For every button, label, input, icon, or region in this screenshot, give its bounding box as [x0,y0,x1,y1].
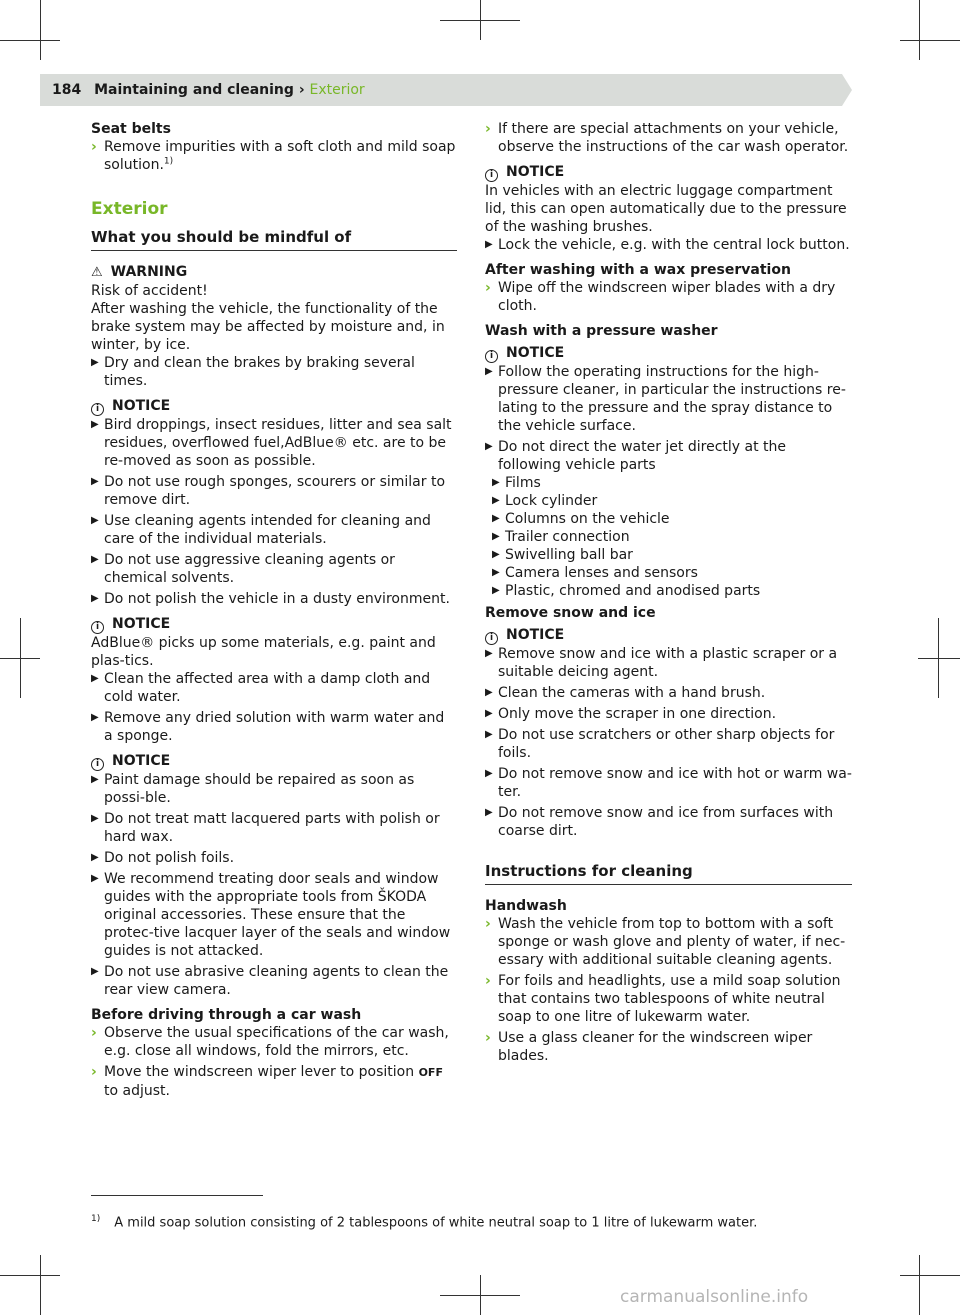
triangle-bullet-icon: ▶ [492,495,500,506]
info-circle-icon: i [91,621,104,634]
footnote-divider [91,1195,263,1196]
list-item: ▶ Do not use rough sponges, scourers or similar to remove dirt. [91,474,446,508]
list-item: › Move the windscreen wiper lever to position OFF to adjust. [91,1064,443,1099]
warning-line: After washing the vehicle, the functionality of the brake system may be affected by moisture and, in winter, by ice. [91,301,445,353]
notice-heading: i NOTICE [91,397,457,416]
triangle-bullet-icon: ▶ [91,873,99,884]
triangle-bullet-icon: ▶ [91,813,99,824]
notice-heading: i NOTICE [91,615,457,634]
warning-line: Risk of accident! [91,283,208,299]
warning-heading: ⚠ WARNING [91,264,188,280]
list-item: ▶ We recommend treating door seals and window guides with the appropriate tools from ŠKODA original accessories. These ensure that the protec-tive lacquer layer of the seals and window guides is not attacked. [91,871,451,959]
info-circle-icon: i [485,350,498,363]
footnote-text: A mild soap solution consisting of 2 tablespoons of white neutral soap to 1 litre of lukewarm water. [114,1215,758,1231]
footnote [91,1210,851,1232]
triangle-bullet-icon: ▶ [91,357,99,368]
footnote-ref[interactable]: 1) [163,156,174,167]
notice-text: In vehicles with an electric luggage compartment lid, this can open automatically due to the pressure of the washing brushes. [485,183,847,235]
triangle-bullet-icon: ▶ [91,593,99,604]
triangle-bullet-icon: ▶ [485,441,493,452]
off-position-label: OFF [418,1066,443,1079]
triangle-bullet-icon: ▶ [485,687,493,698]
sub-list-item: ▶ Lock cylinder [492,493,598,509]
chevron-right-icon: › [91,1064,97,1080]
chevron-right-icon: › [485,916,491,932]
chevron-right-icon: › [485,973,491,989]
list-item: ▶ Lock the vehicle, e.g. with the central lock button. [485,237,850,253]
list-item: ▶ Clean the affected area with a damp cloth and cold water. [91,671,431,705]
notice-heading: i NOTICE [485,163,852,182]
list-item: ▶ Follow the operating instructions for the high-pressure cleaner, in particular the instructions re-lating to the pressure and the spray distance to the vehicle surface. [485,364,846,434]
list-item: ▶ Only move the scraper in one direction. [485,706,777,722]
list-item [91,138,457,174]
triangle-bullet-icon: ▶ [492,477,500,488]
triangle-bullet-icon: ▶ [91,515,99,526]
list-item: ▶ Do not use scratchers or other sharp objects for foils. [485,727,835,761]
breadcrumb-subsection[interactable]: Exterior [309,82,365,98]
chevron-right-icon: › [485,1030,491,1046]
triangle-bullet-icon: ▶ [492,567,500,578]
crop-mark [0,658,40,659]
subsection-heading: What you should be mindful of [91,228,457,251]
list-item: ▶ Remove any dried solution with warm water and a sponge. [91,710,445,744]
sub-list-item: ▶ Films [492,475,541,491]
crop-mark [919,1255,920,1315]
breadcrumb-separator: › [298,82,305,98]
wax-title: After washing with a wax preservation [485,262,791,278]
subsection-heading: Instructions for cleaning [485,862,852,885]
notice-heading: i NOTICE [485,344,852,363]
triangle-bullet-icon: ▶ [91,712,99,723]
crop-mark [900,1275,960,1276]
snow-title: Remove snow and ice [485,605,656,621]
section-heading-exterior: Exterior [91,199,168,219]
left-column [91,120,457,1103]
car-wash-title: Before driving through a car wash [91,1007,362,1023]
crop-mark [0,1275,60,1276]
seat-belts-text: Remove impurities with a soft cloth and mild soap solution. [104,139,456,173]
info-circle-icon: i [91,403,104,416]
list-item: › Use a glass cleaner for the windscreen wiper blades. [485,1030,813,1064]
chevron-right-icon: › [91,1025,97,1041]
crop-mark [919,0,920,60]
watermark: carmanualsonline.info [620,1287,809,1307]
list-item: ▶ Bird droppings, insect residues, litter and sea salt residues, overflowed fuel,AdBlue® etc. are to be re-moved as soon as possible. [91,417,452,469]
list-item: › If there are special attachments on your vehicle, observe the instructions of the car wash operator. [485,121,849,155]
sub-list-item: ▶ Camera lenses and sensors [492,565,698,581]
list-item: ▶ Do not polish the vehicle in a dusty environment. [91,591,450,607]
info-circle-icon: i [485,632,498,645]
list-item: ▶ Dry and clean the brakes by braking several times. [91,355,415,389]
triangle-bullet-icon: ▶ [492,531,500,542]
info-circle-icon: i [91,758,104,771]
crop-mark [440,20,520,21]
triangle-bullet-icon: ▶ [485,807,493,818]
chevron-right-icon: › [485,280,491,296]
list-item: ▶ Paint damage should be repaired as soon as possi-ble. [91,772,415,806]
list-item: › For foils and headlights, use a mild soap solution that contains two tablespoons of white neutral soap to one litre of lukewarm water. [485,973,841,1025]
list-item: ▶ Do not polish foils. [91,850,235,866]
sub-list-item: ▶ Columns on the vehicle [492,511,670,527]
notice-heading: i NOTICE [485,626,852,645]
crop-mark [0,40,60,41]
list-item: ▶ Use cleaning agents intended for cleaning and care of the individual materials. [91,513,431,547]
list-item: ▶ Do not treat matt lacquered parts with polish or hard wax. [91,811,440,845]
notice-heading: i NOTICE [91,752,457,771]
triangle-bullet-icon: ▶ [91,673,99,684]
triangle-bullet-icon: ▶ [485,239,493,250]
list-item: ▶ Do not use aggressive cleaning agents or chemical solvents. [91,552,395,586]
handwash-title: Handwash [485,898,567,914]
seat-belts-title: Seat belts [91,121,171,137]
triangle-bullet-icon: ▶ [91,966,99,977]
triangle-bullet-icon: ▶ [91,774,99,785]
triangle-bullet-icon: ▶ [492,549,500,560]
triangle-bullet-icon: ▶ [492,513,500,524]
sub-list-item: ▶ Plastic, chromed and anodised parts [492,583,761,599]
triangle-bullet-icon: ▶ [485,366,493,377]
breadcrumb-section[interactable]: Maintaining and cleaning [94,82,294,98]
triangle-bullet-icon: ▶ [485,729,493,740]
triangle-bullet-icon: ▶ [91,419,99,430]
triangle-bullet-icon: ▶ [91,554,99,565]
sub-list-item: ▶ Trailer connection [492,529,630,545]
right-column [485,120,852,1068]
list-item: ▶ Do not direct the water jet directly at the following vehicle parts [485,439,786,473]
sub-list-item: ▶ Swivelling ball bar [492,547,633,563]
crop-mark [900,40,960,41]
list-item: ▶ Do not remove snow and ice from surfaces with coarse dirt. [485,805,834,839]
list-item: ▶ Clean the cameras with a hand brush. [485,685,766,701]
triangle-bullet-icon: ▶ [91,476,99,487]
info-circle-icon: i [485,169,498,182]
triangle-bullet-icon: ▶ [492,585,500,596]
crop-mark [918,658,960,659]
page-number: 184 [52,82,82,98]
crop-mark [440,1295,520,1296]
list-item: › Observe the usual specifications of the car wash, e.g. close all windows, fold the mirrors, etc. [91,1025,449,1059]
list-item: ▶ Do not use abrasive cleaning agents to clean the rear view camera. [91,964,449,998]
crop-mark [40,0,41,60]
pressure-title: Wash with a pressure washer [485,323,718,339]
chevron-right-icon: › [91,139,97,155]
list-item: › Wash the vehicle from top to bottom with a soft sponge or wash glove and plenty of water, if nec-essary with additional suitable cleaning agents. [485,916,846,968]
notice-text: AdBlue® picks up some materials, e.g. paint and plas-tics. [91,635,436,669]
list-item: ▶ Do not remove snow and ice with hot or warm wa-ter. [485,766,852,800]
chevron-right-icon: › [485,121,491,137]
triangle-bullet-icon: ▶ [91,852,99,863]
list-item: ▶ Remove snow and ice with a plastic scraper or a suitable deicing agent. [485,646,838,680]
breadcrumb [52,81,365,99]
crop-mark [40,1255,41,1315]
triangle-bullet-icon: ▶ [485,768,493,779]
triangle-bullet-icon: ▶ [485,708,493,719]
triangle-bullet-icon: ▶ [485,648,493,659]
footnote-marker: 1) [91,1214,101,1224]
warning-triangle-icon: ⚠ [91,265,103,280]
list-item: › Wipe off the windscreen wiper blades with a dry cloth. [485,280,836,314]
